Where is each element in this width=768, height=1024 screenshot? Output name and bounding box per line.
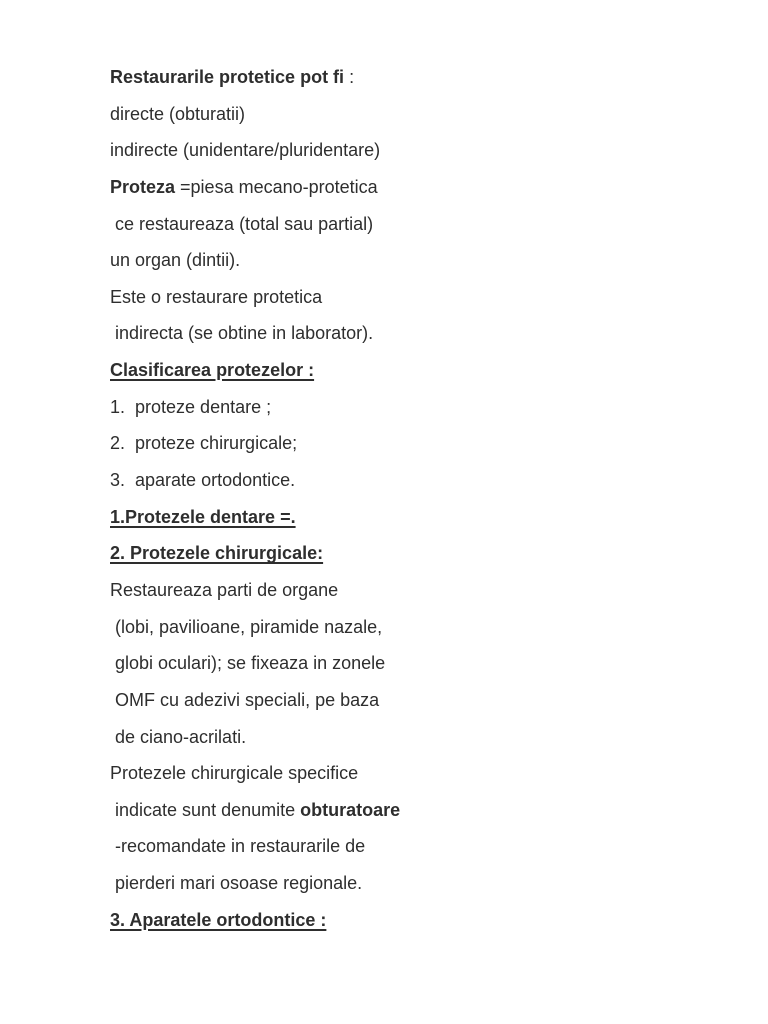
intro-rest-text: : [344, 67, 355, 87]
document-page [110, 59, 710, 938]
obturator-bold-term: obturatoare [300, 799, 401, 820]
paragraph-line: un organ (dintii). [110, 250, 241, 271]
paragraph-line: Este o restaurare protetica [110, 286, 323, 307]
section-heading-dental [110, 499, 710, 536]
paragraph-line: ce restaureaza (total sau partial) [110, 213, 374, 234]
paragraph-line: indirecta (se obtine in laborator). [110, 323, 374, 344]
section-heading-surgical [110, 535, 710, 572]
paragraph-line: OMF cu adezivi speciali, pe baza [110, 689, 380, 710]
paragraph-line: globi oculari); se fixeaza in zonele [110, 653, 386, 674]
list-item: 3. aparate ortodontice. [110, 470, 296, 491]
paragraph-line: -recomandate in restaurarile de [110, 836, 366, 857]
heading-text: Clasificarea protezelor : [110, 360, 315, 381]
paragraph-line: Protezele chirurgicale specifice [110, 763, 359, 784]
paragraph-line: directe (obturatii) [110, 103, 246, 124]
intro-line [110, 59, 710, 96]
paragraph-line: Restaureaza parti de organe [110, 579, 339, 600]
section-heading-classification [110, 352, 710, 389]
obturator-line [110, 792, 710, 829]
list-item: 1. proteze dentare ; [110, 396, 272, 417]
definition-term: Proteza [110, 176, 176, 197]
section-heading-orthodontic [110, 902, 710, 939]
intro-bold-text: Restaurarile protetice pot fi [110, 67, 345, 87]
paragraph-line: (lobi, pavilioane, piramide nazale, [110, 616, 383, 637]
paragraph-line: indirecte (unidentare/pluridentare) [110, 140, 381, 161]
heading-text: 2. Protezele chirurgicale: [110, 543, 324, 564]
heading-text: 1.Protezele dentare =. [110, 506, 296, 527]
paragraph-line: de ciano-acrilati. [110, 726, 247, 747]
heading-text: 3. Aparatele ortodontice : [110, 909, 327, 930]
paragraph-line: pierderi mari osoase regionale. [110, 873, 363, 894]
definition-text: =piesa mecano-protetica [175, 176, 378, 197]
obturator-lead-text: indicate sunt denumite [110, 799, 301, 820]
definition-line [110, 169, 710, 206]
list-item: 2. proteze chirurgicale; [110, 433, 298, 454]
